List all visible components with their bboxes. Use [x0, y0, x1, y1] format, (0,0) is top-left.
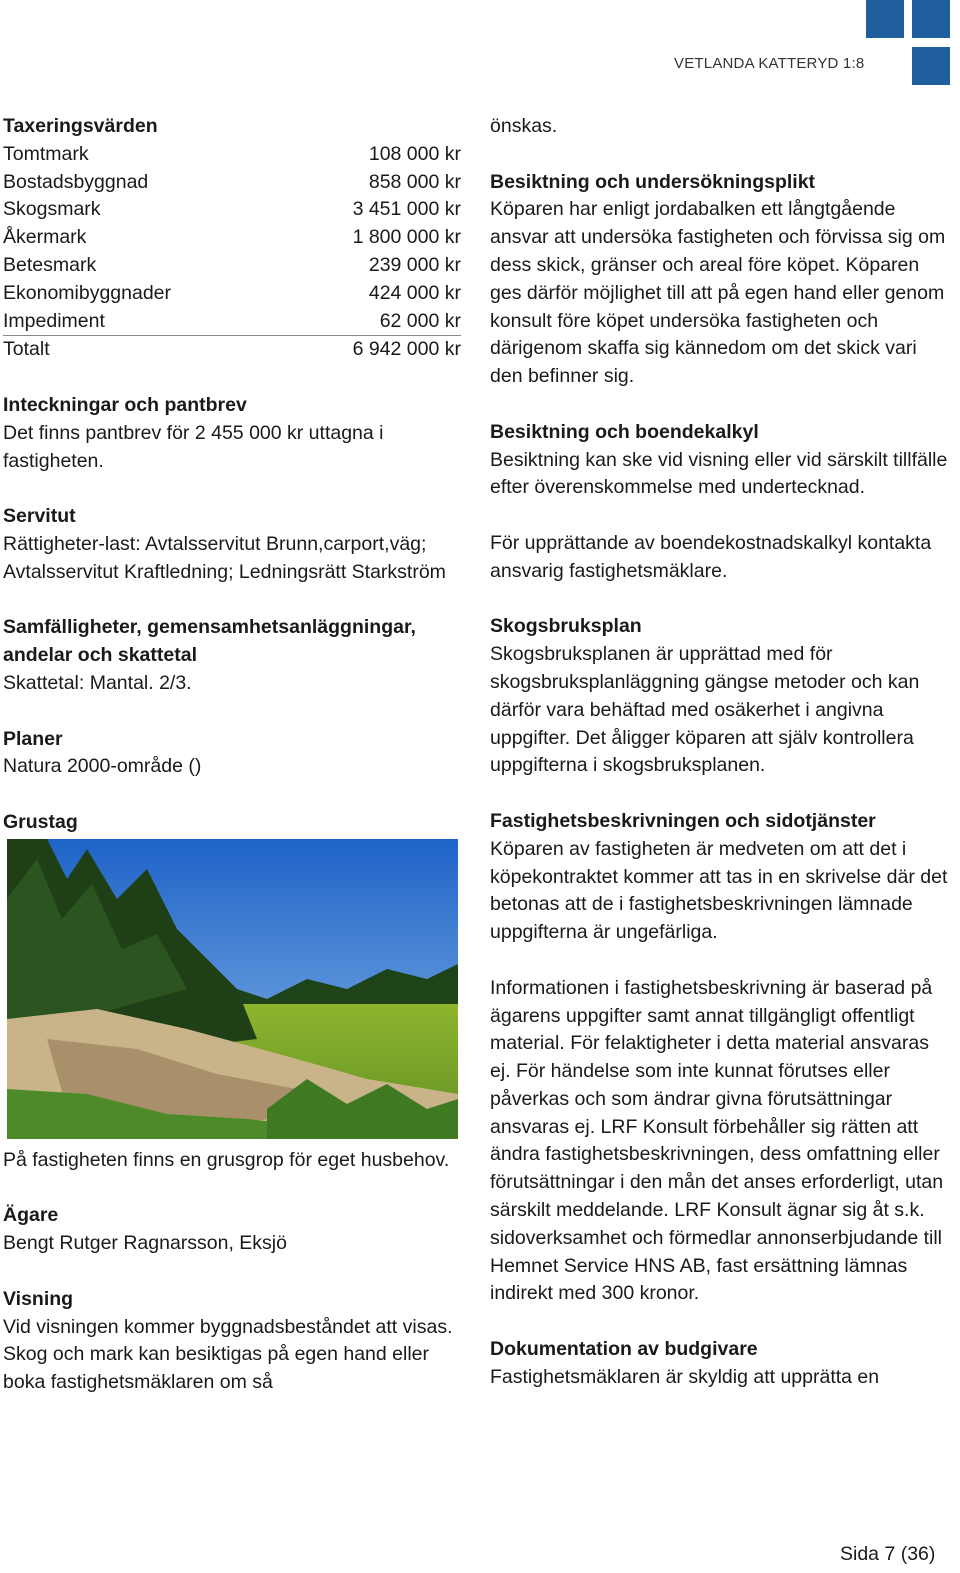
- dokumentation-heading: Dokumentation av budgivare: [490, 1338, 758, 1361]
- taxering-label: Betesmark: [3, 253, 97, 276]
- taxering-row: [3, 196, 461, 224]
- taxering-label: Åkermark: [3, 226, 87, 249]
- besiktning-boende-heading: Besiktning och boendekalkyl: [490, 420, 759, 443]
- taxering-row: [3, 336, 461, 364]
- samfalligheter-text: Skattetal: Mantal. 2/3.: [3, 671, 192, 694]
- page-number: Sida 7 (36): [840, 1543, 936, 1565]
- taxering-label: Impediment: [3, 308, 281, 336]
- taxering-value: 62 000 kr: [281, 308, 461, 336]
- gravel-pit-photo: [7, 839, 458, 1139]
- taxering-label: Ekonomibyggnader: [3, 281, 172, 304]
- grustag-heading: Grustag: [3, 810, 78, 833]
- taxering-row: [3, 224, 461, 252]
- document-title: VETLANDA KATTERYD 1:8: [674, 55, 865, 72]
- grustag-text: På fastigheten finns en grusgrop för eget husbehov.: [3, 1148, 450, 1171]
- taxering-label: Bostadsbyggnad: [3, 170, 149, 193]
- taxering-value: 6 942 000 kr: [352, 338, 461, 361]
- brand-logo: [866, 0, 952, 86]
- continued-text: önskas.: [490, 115, 558, 137]
- fastighetsbeskrivning-text: Köparen av fastigheten är medveten om att det i köpekontraktet kommer att tas in en skrivelse där det betonas att de i fastighetsbeskrivningen lämnade uppgifterna är ungefärliga.: [490, 837, 948, 944]
- visning-heading: Visning: [3, 1287, 74, 1310]
- left-column: [3, 113, 461, 1397]
- planer-text: Natura 2000-område (): [3, 755, 202, 778]
- taxering-value: 424 000 kr: [368, 281, 461, 304]
- visning-text: Vid visningen kommer byggnadsbeståndet att visas. Skog och mark kan besiktigas på egen hand eller boka fastighetsmäklaren om så: [3, 1315, 453, 1394]
- taxering-value: 1 800 000 kr: [352, 226, 461, 249]
- skogsbruksplan-heading: Skogsbruksplan: [490, 615, 642, 638]
- taxering-value: 3 451 000 kr: [352, 198, 461, 221]
- taxering-row: [3, 169, 461, 197]
- taxering-row: [3, 141, 461, 169]
- skogsbruksplan-text: Skogsbruksplanen är upprättad med för skogsbruksplanläggning gängse metoder och kan därför vara behäftad med osäkerhet i angivna uppgifter. Det åligger köparen att själv kontrollera uppgifterna i skogsbruksplanen.: [490, 643, 920, 777]
- planer-heading: Planer: [3, 727, 63, 750]
- taxering-table: [3, 141, 461, 364]
- servitut-text: Rättigheter-last: Avtalsservitut Brunn,carport,väg; Avtalsservitut Kraftledning; Ledningsrätt Starkström: [3, 532, 446, 583]
- agare-heading: Ägare: [3, 1204, 59, 1227]
- taxering-label: Skogsmark: [3, 198, 101, 221]
- agare-text: Bengt Rutger Ragnarsson, Eksjö: [3, 1232, 287, 1255]
- besiktning-boende-text-2: För upprättande av boendekostnadskalkyl kontakta ansvarig fastighetsmäklare.: [490, 531, 932, 582]
- besiktning-boende-text: Besiktning kan ske vid visning eller vid särskilt tillfälle efter överenskommelse med undertecknad.: [490, 448, 948, 499]
- taxering-heading: Taxeringsvärden: [3, 115, 158, 137]
- fastighetsbeskrivning-text-2: Informationen i fastighetsbeskrivning är baserad på ägarens uppgifter samt annat tillgängligt offentligt material. För felaktigheter i detta material ansvaras ej. För händelse som inte kunnat förutses eller påverkas och som ändrar givna förutsättningar ansvaras ej. LRF Konsult förbehåller sig rätten att ändra fastighetsbeskrivningen, dess omfattning eller förutsättningar i den mån det anses erforderligt, utan särskilt meddelande. LRF Konsult ägnar sig åt s.k. sidoverksamhet och förmedlar annonserbjudande till Hemnet Service HNS AB, fast ersättning lämnas indirekt med 300 kronor.: [490, 976, 944, 1305]
- taxering-value: 108 000 kr: [368, 142, 461, 165]
- inteckningar-heading: Inteckningar och pantbrev: [3, 393, 247, 416]
- taxering-row: [3, 280, 461, 308]
- taxering-row: [3, 308, 461, 336]
- besiktning-plikt-heading: Besiktning och undersökningsplikt: [490, 170, 816, 193]
- taxering-label: Tomtmark: [3, 142, 89, 165]
- right-column: [490, 113, 952, 1392]
- dokumentation-text: Fastighetsmäklaren är skyldig att upprätta en: [490, 1365, 880, 1388]
- fastighetsbeskrivning-heading: Fastighetsbeskrivningen och sidotjänster: [490, 809, 876, 832]
- inteckningar-text: Det finns pantbrev för 2 455 000 kr uttagna i fastigheten.: [3, 421, 384, 472]
- besiktning-plikt-text: Köparen har enligt jordabalken ett långtgående ansvar att undersöka fastigheten och förvissa sig om dess skick, gränser och areal före köpet. Köparen ges därför möjlighet till att på egen hand eller genom konsult före köpet undersöka fastigheten och därigenom skaffa sig kännedom om det skick vari den befinner sig.: [490, 198, 946, 388]
- taxering-value: 239 000 kr: [368, 253, 461, 276]
- taxering-value: 858 000 kr: [368, 170, 461, 193]
- servitut-heading: Servitut: [3, 505, 76, 528]
- samfalligheter-heading: Samfälligheter, gemensamhetsanläggningar, andelar och skattetal: [3, 616, 416, 667]
- taxering-label: Totalt: [3, 338, 50, 361]
- taxering-row: [3, 252, 461, 280]
